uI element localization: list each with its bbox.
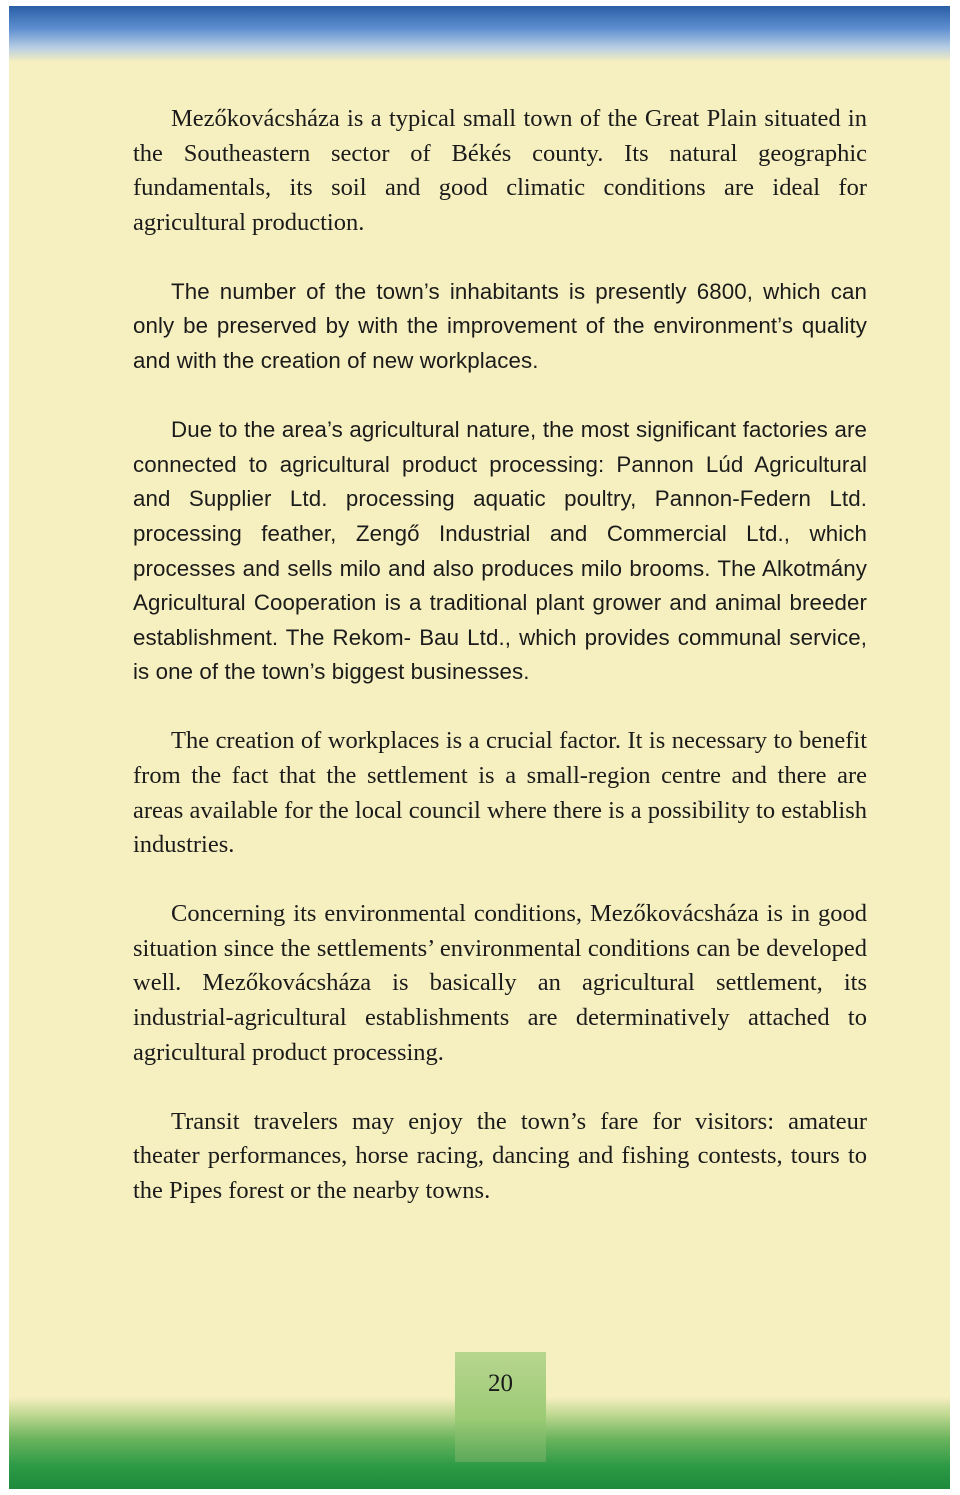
paragraph-town-intro: Mezőkovácsháza is a typical small town of the Great Plain situated in the Southeastern sector of Békés county. Its natural geographic fundamentals, its soil and good climatic conditions are ideal for agricultural production.	[133, 105, 867, 236]
paragraph-environment: Concerning its environmental conditions, Mezőkovácsháza is in good situation since the settlements’ environmental conditions can be developed well. Mezőkovácsháza is basically an agricultural settlement, its industrial-agricultural establishments are determinatively attached to agricultural product processing.	[133, 900, 867, 1066]
paragraph-factories: Due to the area’s agricultural nature, the most significant factories are connected to agricultural product processing: Pannon Lúd Agricultural and Supplier Ltd. processing aquatic poultry, Pannon-Federn Ltd. processing feather, Zengő Industrial and Commercial Ltd., which processes and sells milo and also produces milo brooms. The Alkotmány Agricultural Cooperation is a traditional plant grower and animal breeder establishment. The Rekom- Bau Ltd., which provides communal service, is one of the town’s biggest businesses.	[133, 417, 867, 685]
page-number: 20	[488, 1370, 513, 1397]
top-decorative-band	[9, 6, 950, 62]
book-page	[9, 6, 950, 1489]
body-text	[133, 102, 867, 1243]
paragraph-workplaces: The creation of workplaces is a crucial factor. It is necessary to benefit from the fact that the settlement is a small-region centre and there are areas available for the local council where there is a possibility to establish industries.	[133, 727, 867, 859]
page-number-tab	[455, 1352, 546, 1462]
paragraph-visitors: Transit travelers may enjoy the town’s fare for visitors: amateur theater performances, horse racing, dancing and fishing contests, tours to the Pipes forest or the nearby towns.	[133, 1107, 867, 1204]
paragraph-inhabitants: The number of the town’s inhabitants is presently 6800, which can only be preserved by with the improvement of the environment’s quality and with the creation of new workplaces.	[133, 278, 867, 374]
